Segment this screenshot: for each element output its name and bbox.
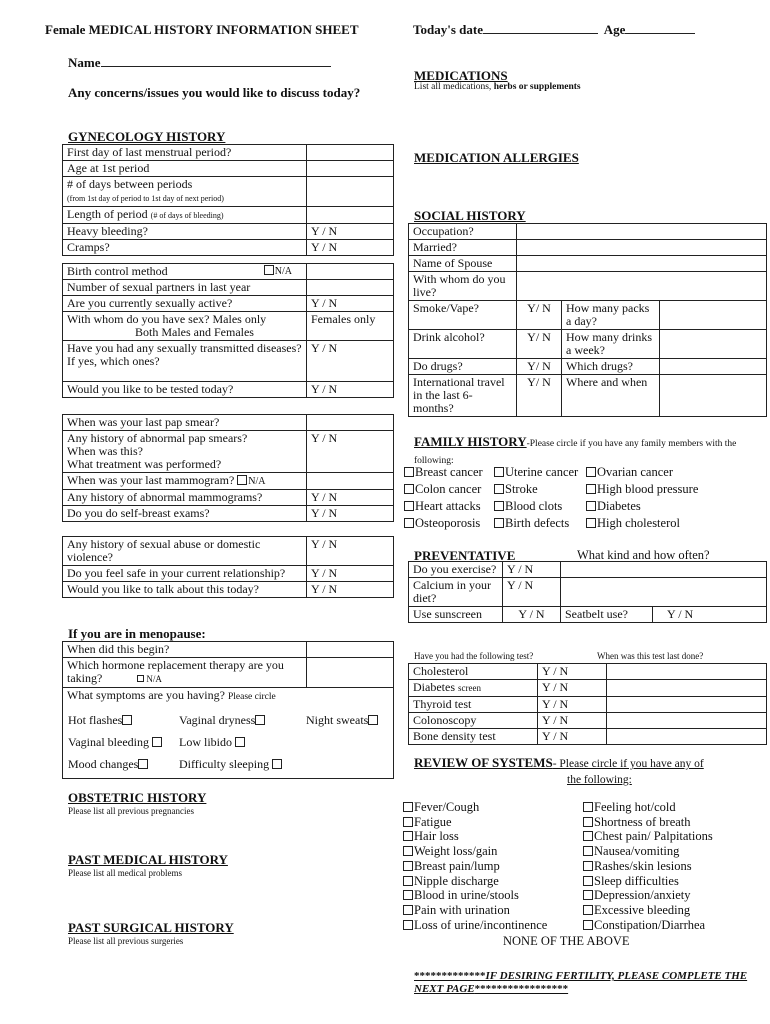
yn-answer[interactable]: Y / N: [307, 224, 394, 240]
ros-item[interactable]: Fatigue: [403, 815, 547, 830]
ros-item[interactable]: Feeling hot/cold: [583, 800, 713, 815]
family-stroke[interactable]: Stroke: [494, 481, 538, 497]
gyn-q: # of days between periods (from 1st day of period to 1st day of next period): [63, 177, 307, 207]
test-name: Cholesterol: [409, 664, 538, 680]
yn-answer[interactable]: Y / N: [307, 537, 394, 566]
checkbox[interactable]: [137, 675, 144, 682]
age-field[interactable]: [625, 22, 695, 34]
preventative-what: What kind and how often?: [577, 548, 710, 562]
bc-q: Birth control method N/A: [63, 264, 307, 280]
talk-q: Would you like to talk about this today?: [63, 582, 307, 598]
ros-item[interactable]: Depression/anxiety: [583, 888, 713, 903]
safe-q: Do you feel safe in your current relationship?: [63, 566, 307, 582]
checkbox[interactable]: [264, 265, 274, 275]
sti-q: Have you had any sexually transmitted diseases? If yes, which ones?: [63, 341, 307, 382]
exercise-q: Do you exercise?: [409, 562, 503, 578]
gyn-q: Age at 1st period: [63, 161, 307, 177]
smoke-detail-q: How many packs a day?: [562, 301, 660, 330]
drugs-detail-q: Which drugs?: [562, 359, 660, 375]
social-title: SOCIAL HISTORY: [414, 208, 526, 223]
ros-item[interactable]: Fever/Cough: [403, 800, 547, 815]
symptom-hot-flashes[interactable]: Hot flashes: [68, 714, 133, 727]
with-whom-q: With whom do you have sex? Males only Both Males and Females: [63, 312, 307, 341]
gyn-q: Cramps?: [63, 240, 307, 256]
gyn-table-2: [62, 263, 394, 398]
hrt-q: Which hormone replacement therapy are you taking? N/A: [63, 658, 307, 688]
symptom-vaginal-bleeding[interactable]: Vaginal bleeding: [68, 736, 163, 749]
ros-header: REVIEW OF SYSTEMS- Please circle if you have any of the following:: [414, 755, 704, 786]
family-colon-cancer[interactable]: Colon cancer: [404, 481, 481, 497]
live-with-q: With whom do you live?: [409, 272, 517, 301]
married-answer[interactable]: [517, 240, 767, 256]
symptom-vaginal-dryness[interactable]: Vaginal dryness: [179, 714, 266, 727]
ros-item[interactable]: Constipation/Diarrhea: [583, 918, 713, 933]
checkbox[interactable]: [237, 475, 247, 485]
pap-abn-q: Any history of abnormal pap smears? When was this? What treatment was performed?: [63, 431, 307, 473]
calcium-detail[interactable]: [561, 578, 767, 607]
test-name: Bone density test: [409, 729, 538, 745]
abuse-q: Any history of sexual abuse or domestic violence?: [63, 537, 307, 566]
ros-item[interactable]: Nausea/vomiting: [583, 844, 713, 859]
ros-item[interactable]: Pain with urination: [403, 903, 547, 918]
family-high-cholesterol[interactable]: High cholesterol: [586, 515, 680, 531]
checkbox[interactable]: [122, 715, 132, 725]
yn-answer[interactable]: Y / N: [538, 729, 607, 745]
family-osteoporosis[interactable]: Osteoporosis: [404, 515, 480, 531]
seatbelt-q: Seatbelt use?: [561, 607, 653, 623]
ros-item[interactable]: Weight loss/gain: [403, 844, 547, 859]
meno-when-answer[interactable]: [307, 642, 394, 658]
yn-answer[interactable]: Y / N: [307, 566, 394, 582]
drink-detail-q: How many drinks a week?: [562, 330, 660, 359]
test-date[interactable]: [607, 697, 767, 713]
tests-header: Have you had the following test?: [414, 651, 534, 661]
family-header: FAMILY HISTORY-Please circle if you have any family members with the following:: [414, 434, 737, 466]
mammo-q: When was your last mammogram? N/A: [63, 473, 307, 490]
test-date[interactable]: [607, 729, 767, 745]
yn-answer[interactable]: Y / N: [307, 341, 394, 382]
pap-q: When was your last pap smear?: [63, 415, 307, 431]
yn-answer[interactable]: Y / N: [503, 578, 561, 607]
family-diabetes[interactable]: Diabetes: [586, 498, 641, 514]
ros-item[interactable]: Hair loss: [403, 829, 547, 844]
yn-answer[interactable]: Y / N: [538, 697, 607, 713]
fertility-note: *************IF DESIRING FERTILITY, PLEASE COMPLETE THE NEXT PAGE*****************: [414, 970, 748, 995]
preventative-title: PREVENTATIVE: [414, 548, 516, 563]
checkbox[interactable]: [255, 715, 265, 725]
ros-item[interactable]: Rashes/skin lesions: [583, 859, 713, 874]
ros-left-list: [403, 800, 547, 932]
past-surgical-sub: Please list all previous surgeries: [68, 936, 184, 946]
with-whom-answer[interactable]: Females only: [307, 312, 394, 341]
past-surgical-title: PAST SURGICAL HISTORY: [68, 920, 234, 935]
test-name: Colonoscopy: [409, 713, 538, 729]
gyn-q: First day of last menstrual period?: [63, 145, 307, 161]
symptom-night-sweats[interactable]: Night sweats: [306, 714, 379, 727]
yn-answer[interactable]: Y / N: [538, 713, 607, 729]
partners-q: Number of sexual partners in last year: [63, 280, 307, 296]
drink-detail-answer[interactable]: [660, 330, 767, 359]
checkbox[interactable]: [138, 759, 148, 769]
name-field[interactable]: [101, 55, 331, 67]
gyn-title: GYNECOLOGY HISTORY: [68, 129, 226, 144]
yn-answer[interactable]: Y/ N: [517, 359, 562, 375]
occupation-q: Occupation?: [409, 224, 517, 240]
occupation-answer[interactable]: [517, 224, 767, 240]
symptom-low-libido[interactable]: Low libido: [179, 736, 246, 749]
checkbox[interactable]: [235, 737, 245, 747]
yn-answer[interactable]: Y/ N: [517, 301, 562, 330]
ros-item[interactable]: Shortness of breath: [583, 815, 713, 830]
ros-item[interactable]: Sleep difficulties: [583, 874, 713, 889]
social-table: [408, 223, 767, 417]
gyn-answer[interactable]: [307, 161, 394, 177]
test-name: Diabetes screen: [409, 680, 538, 697]
family-ovarian-cancer[interactable]: Ovarian cancer: [586, 464, 673, 480]
test-date[interactable]: [607, 713, 767, 729]
yn-answer[interactable]: Y / N: [307, 582, 394, 598]
spouse-q: Name of Spouse: [409, 256, 517, 272]
todays-date-field[interactable]: [483, 22, 598, 34]
mammo-answer[interactable]: [307, 473, 394, 490]
preventative-table: [408, 561, 767, 623]
active-q: Are you currently sexually active?: [63, 296, 307, 312]
gyn-answer[interactable]: [307, 207, 394, 224]
yn-answer[interactable]: Y / N: [503, 562, 561, 578]
ros-item[interactable]: Blood in urine/stools: [403, 888, 547, 903]
yn-answer[interactable]: Y / N: [307, 506, 394, 522]
calcium-q: Calcium in your diet?: [409, 578, 503, 607]
checkbox[interactable]: [152, 737, 162, 747]
yn-answer[interactable]: Y / N: [307, 240, 394, 256]
name-label: Name: [68, 55, 331, 71]
travel-detail-answer[interactable]: [660, 375, 767, 417]
yn-answer[interactable]: Y / N: [307, 431, 394, 473]
checkbox[interactable]: [368, 715, 378, 725]
page-title: Female MEDICAL HISTORY INFORMATION SHEET: [45, 22, 359, 37]
yn-answer[interactable]: Y / N: [307, 490, 394, 506]
medications-title: MEDICATIONS: [414, 68, 508, 83]
married-q: Married?: [409, 240, 517, 256]
smoke-q: Smoke/Vape?: [409, 301, 517, 330]
checkbox[interactable]: [272, 759, 282, 769]
concerns-label: Any concerns/issues you would like to discuss today?: [68, 85, 361, 100]
ros-item[interactable]: Loss of urine/incontinence: [403, 918, 547, 933]
family-breast-cancer[interactable]: Breast cancer: [404, 464, 483, 480]
hrt-answer[interactable]: [307, 658, 394, 688]
gyn-answer[interactable]: [307, 177, 394, 207]
obstetric-sub: Please list all previous pregnancies: [68, 806, 194, 816]
gyn-answer[interactable]: [307, 145, 394, 161]
symptom-difficulty-sleeping[interactable]: Difficulty sleeping: [179, 758, 283, 771]
todays-date-label: Today's date Age: [413, 22, 695, 38]
drugs-detail-answer[interactable]: [660, 359, 767, 375]
gyn-q: Length of period (# of days of bleeding): [63, 207, 307, 224]
ros-item[interactable]: Excessive bleeding: [583, 903, 713, 918]
smoke-detail-answer[interactable]: [660, 301, 767, 330]
yn-answer[interactable]: Y/ N: [517, 330, 562, 359]
ros-item[interactable]: Breast pain/lump: [403, 859, 547, 874]
ros-item[interactable]: Nipple discharge: [403, 874, 547, 889]
sunscreen-q: Use sunscreen: [409, 607, 503, 623]
menopause-table: [62, 641, 394, 779]
yn-answer[interactable]: Y / N: [307, 382, 394, 398]
past-medical-sub: Please list all medical problems: [68, 868, 182, 878]
meno-when-q: When did this begin?: [63, 642, 307, 658]
exercise-detail[interactable]: [561, 562, 767, 578]
family-heart-attacks[interactable]: Heart attacks: [404, 498, 481, 514]
yn-answer[interactable]: Y / N: [503, 607, 561, 623]
gyn-table-4: [62, 536, 394, 598]
test-date[interactable]: [607, 680, 767, 697]
bc-answer[interactable]: [307, 264, 394, 280]
mammo-abn-q: Any history of abnormal mammograms?: [63, 490, 307, 506]
allergies-title: MEDICATION ALLERGIES: [414, 150, 579, 165]
family-birth-defects[interactable]: Birth defects: [494, 515, 569, 531]
live-with-answer[interactable]: [517, 272, 767, 301]
symptoms-cell: What symptoms are you having? Please circle Hot flashes Vaginal dryness Night sweats Vaginal bleeding Low libido Mood changes Difficulty sleeping: [63, 688, 394, 779]
gyn-q: Heavy bleeding?: [63, 224, 307, 240]
drink-q: Drink alcohol?: [409, 330, 517, 359]
tests-when: When was this test last done?: [597, 651, 704, 661]
travel-q: International travel in the last 6-months?: [409, 375, 517, 417]
pap-answer[interactable]: [307, 415, 394, 431]
breast-exam-q: Do you do self-breast exams?: [63, 506, 307, 522]
yn-answer[interactable]: Y / N: [538, 664, 607, 680]
yn-answer[interactable]: Y/ N: [517, 375, 562, 417]
menopause-title: If you are in menopause:: [68, 626, 206, 641]
partners-answer[interactable]: [307, 280, 394, 296]
family-high-blood-pressure[interactable]: High blood pressure: [586, 481, 698, 497]
family-blood-clots[interactable]: Blood clots: [494, 498, 562, 514]
test-date[interactable]: [607, 664, 767, 680]
past-medical-title: PAST MEDICAL HISTORY: [68, 852, 228, 867]
ros-item[interactable]: Chest pain/ Palpitations: [583, 829, 713, 844]
travel-detail-q: Where and when: [562, 375, 660, 417]
obstetric-title: OBSTETRIC HISTORY: [68, 790, 207, 805]
test-name: Thyroid test: [409, 697, 538, 713]
gyn-table-3: [62, 414, 394, 522]
yn-answer[interactable]: Y / N: [307, 296, 394, 312]
symptom-mood-changes[interactable]: Mood changes: [68, 758, 149, 771]
spouse-answer[interactable]: [517, 256, 767, 272]
ros-none-above[interactable]: NONE OF THE ABOVE: [503, 934, 630, 948]
yn-answer[interactable]: Y / N: [538, 680, 607, 697]
tests-table: [408, 663, 767, 745]
yn-answer[interactable]: Y / N: [653, 607, 767, 623]
tested-q: Would you like to be tested today?: [63, 382, 307, 398]
drugs-q: Do drugs?: [409, 359, 517, 375]
ros-right-list: [583, 800, 713, 932]
medications-sub: List all medications, herbs or supplements: [414, 82, 581, 92]
gyn-table-1: [62, 144, 394, 256]
family-uterine-cancer[interactable]: Uterine cancer: [494, 464, 578, 480]
